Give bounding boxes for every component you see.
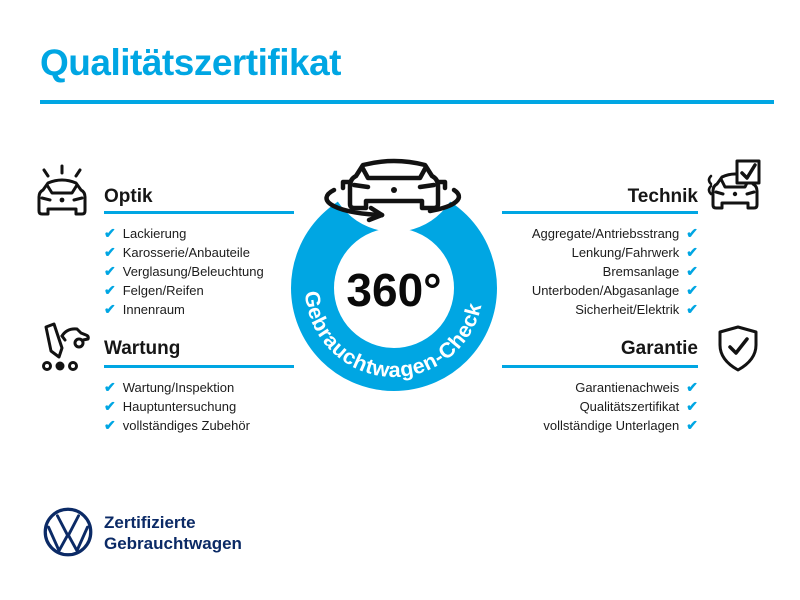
brand-claim-line1: Zertifizierte <box>104 513 196 532</box>
section-heading-optik: Optik <box>104 186 153 207</box>
check-item <box>104 224 264 243</box>
check-item <box>532 262 698 281</box>
check-item-label: Qualitätszertifikat <box>579 399 680 414</box>
service-checklist-icon <box>34 320 90 376</box>
check-icon: ✔ <box>104 398 116 414</box>
vw-logo <box>42 506 94 558</box>
check-icon: ✔ <box>104 244 116 260</box>
check-item-label: Wartung/Inspektion <box>122 380 235 395</box>
check-item <box>104 378 250 397</box>
check-item <box>104 243 264 262</box>
check-item <box>532 243 698 262</box>
garantie-check-list <box>543 378 698 435</box>
check-item <box>104 281 264 300</box>
check-item <box>532 224 698 243</box>
check-item-label: Karosserie/Anbauteile <box>122 245 250 260</box>
shield-check-icon <box>714 324 762 374</box>
check-icon: ✔ <box>104 301 116 317</box>
check-item-label: Bremsanlage <box>602 264 680 279</box>
check-icon: ✔ <box>686 225 698 241</box>
check-item-label: Lenkung/Fahrwerk <box>571 245 680 260</box>
page-title: Qualitätszertifikat <box>40 42 341 83</box>
check-icon: ✔ <box>104 379 116 395</box>
section-underline-technik <box>502 211 698 214</box>
check-item-label: vollständige Unterlagen <box>543 418 680 433</box>
check-icon: ✔ <box>686 417 698 433</box>
ring-label: Gebrauchtwagen-Check <box>299 289 487 383</box>
check-icon: ✔ <box>104 225 116 241</box>
check-item-label: Unterboden/Abgasanlage <box>531 283 680 298</box>
check-item <box>104 416 250 435</box>
check-item <box>543 416 698 435</box>
360-check-badge <box>270 140 530 400</box>
section-underline-wartung <box>104 365 294 368</box>
check-item <box>104 262 264 281</box>
check-icon: ✔ <box>104 417 116 433</box>
check-item <box>104 300 264 319</box>
section-heading-wartung: Wartung <box>104 338 181 359</box>
check-icon: ✔ <box>686 398 698 414</box>
check-item-label: Innenraum <box>122 302 185 317</box>
brand-claim <box>104 512 242 554</box>
car-shine-icon <box>34 162 90 218</box>
section-heading-technik: Technik <box>627 186 698 207</box>
check-item <box>543 397 698 416</box>
section-underline-garantie <box>502 365 698 368</box>
check-item-label: Garantienachweis <box>575 380 680 395</box>
check-item <box>104 397 250 416</box>
check-icon: ✔ <box>686 379 698 395</box>
degree-label: 360° <box>346 264 442 316</box>
optik-check-list <box>104 224 264 319</box>
check-item <box>543 378 698 397</box>
title-divider <box>40 100 774 104</box>
check-icon: ✔ <box>686 301 698 317</box>
check-item-label: Aggregate/Antriebsstrang <box>531 226 680 241</box>
check-item-label: Sicherheit/Elektrik <box>575 302 680 317</box>
check-icon: ✔ <box>104 263 116 279</box>
check-icon: ✔ <box>686 244 698 260</box>
check-icon: ✔ <box>686 263 698 279</box>
check-item-label: Lackierung <box>122 226 187 241</box>
technik-check-list <box>532 224 698 319</box>
section-heading-garantie: Garantie <box>620 338 698 359</box>
brand-claim-line2: Gebrauchtwagen <box>104 534 242 553</box>
check-item-label: Felgen/Reifen <box>122 283 204 298</box>
check-item-label: Verglasung/Beleuchtung <box>122 264 264 279</box>
check-icon: ✔ <box>104 282 116 298</box>
section-underline-optik <box>104 211 294 214</box>
wartung-check-list <box>104 378 250 435</box>
car-checkbox-icon <box>706 158 768 214</box>
check-icon: ✔ <box>686 282 698 298</box>
check-item-label: Hauptuntersuchung <box>122 399 237 414</box>
check-item-label: vollständiges Zubehör <box>122 418 250 433</box>
check-item <box>532 281 698 300</box>
check-item <box>532 300 698 319</box>
